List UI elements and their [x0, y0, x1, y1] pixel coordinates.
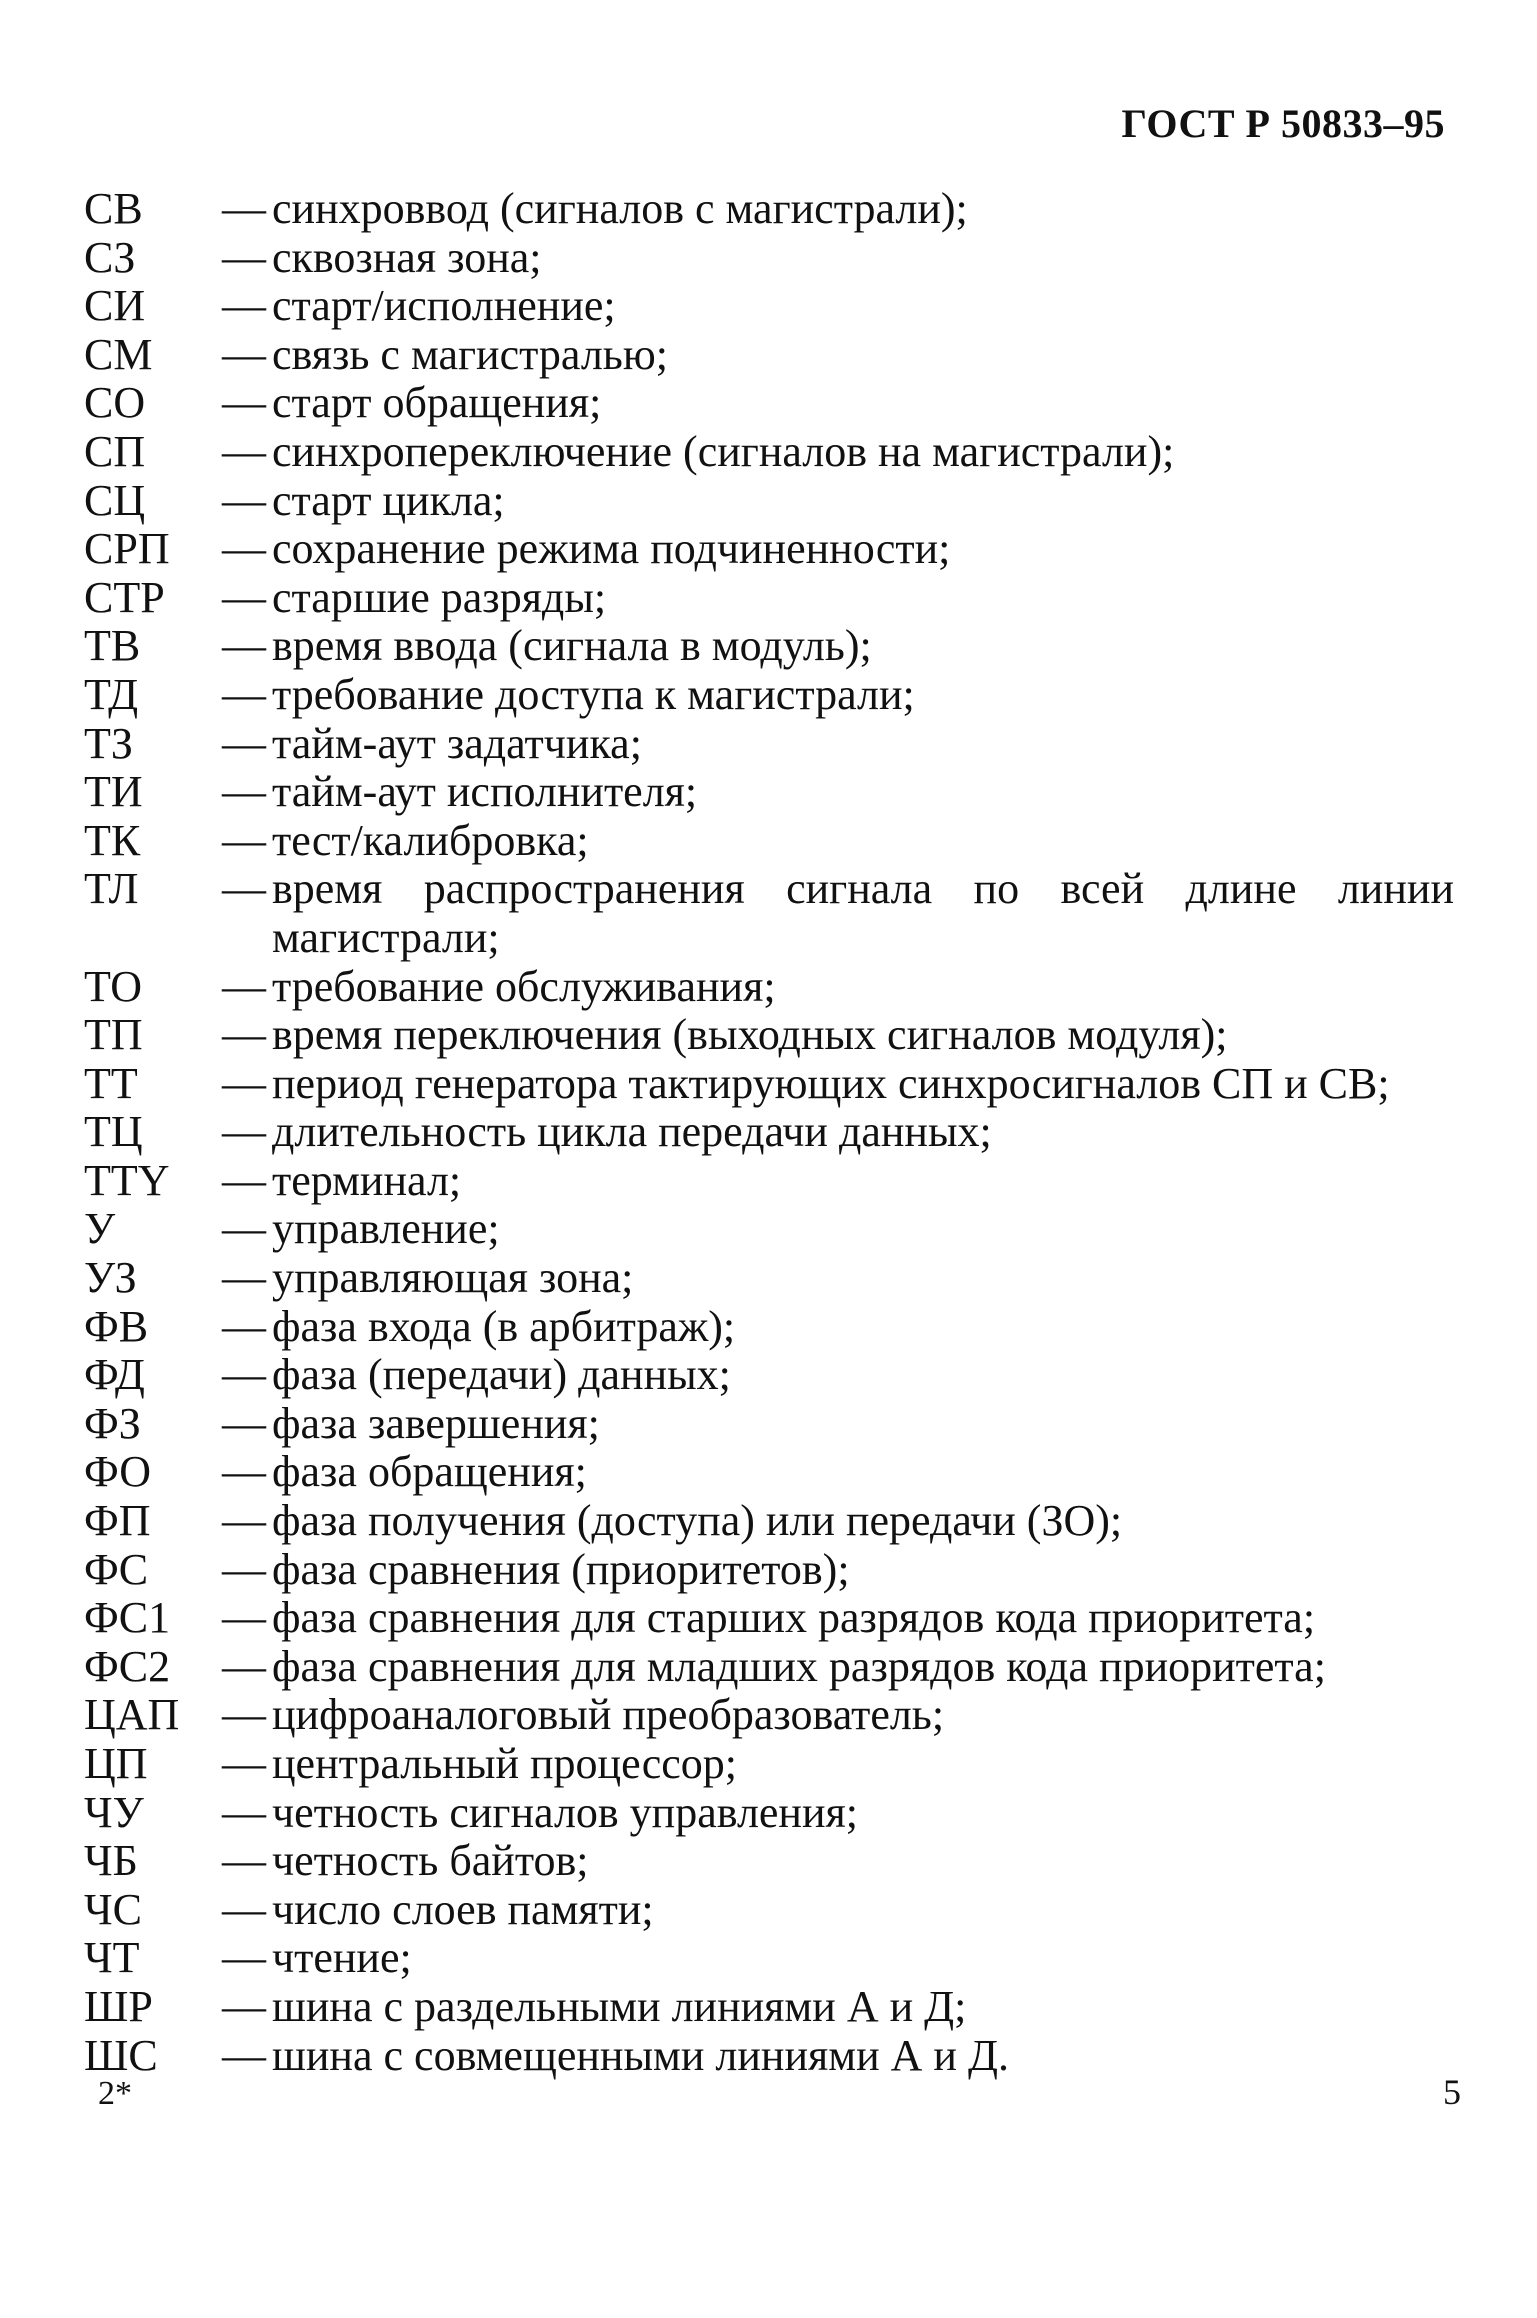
- abbreviation-definition: требование обслуживания;: [272, 961, 776, 1011]
- abbreviation-dash: —: [222, 1447, 266, 1497]
- abbreviation-dash: —: [222, 378, 266, 428]
- abbreviation-term: ЦП: [84, 1739, 148, 1788]
- abbreviation-row: [84, 2032, 1454, 2081]
- abbreviation-term: ФС1: [84, 1593, 171, 1643]
- abbreviation-row: [84, 1060, 1454, 1109]
- abbreviation-definition: шина с раздельными линиями А и Д;: [272, 1981, 967, 2031]
- abbreviation-row: [84, 1351, 1454, 1400]
- abbreviation-term: СМ: [84, 329, 153, 379]
- abbreviation-term: ТД: [84, 669, 139, 719]
- abbreviation-row: [84, 622, 1454, 671]
- abbreviation-term: ФС2: [84, 1641, 171, 1691]
- abbreviation-term: ЧС: [84, 1884, 142, 1934]
- abbreviation-dash: —: [222, 1981, 266, 2031]
- abbreviation-definition: тайм-аут исполнителя;: [272, 767, 698, 817]
- abbreviation-row: [84, 720, 1454, 769]
- abbreviation-dash: —: [222, 864, 266, 914]
- abbreviation-term: ТК: [84, 815, 141, 865]
- abbreviation-dash: —: [222, 1350, 266, 1400]
- abbreviation-term: ЧБ: [84, 1836, 138, 1886]
- abbreviation-term: ТП: [84, 1010, 143, 1060]
- abbreviation-dash: —: [222, 281, 266, 331]
- abbreviation-row: [84, 1983, 1454, 2032]
- abbreviation-definition: старт/исполнение;: [272, 281, 616, 331]
- abbreviation-term: ФО: [84, 1447, 152, 1497]
- abbreviation-term: ТТ: [84, 1058, 138, 1108]
- abbreviation-term: СТР: [84, 572, 165, 622]
- abbreviation-dash: —: [222, 767, 266, 817]
- abbreviation-term: УЗ: [84, 1253, 137, 1303]
- abbreviation-row: [84, 1157, 1454, 1206]
- abbreviation-definition: тайм-аут задатчика;: [272, 718, 642, 768]
- abbreviation-dash: —: [222, 426, 266, 476]
- abbreviation-row: [84, 817, 1454, 866]
- abbreviation-term: ТИ: [84, 767, 143, 817]
- abbreviation-dash: —: [222, 1690, 266, 1740]
- abbreviation-row: [84, 768, 1454, 817]
- abbreviation-list: [84, 185, 1454, 2080]
- abbreviation-definition: фаза сравнения для младших разрядов кода приоритета;: [272, 1641, 1326, 1691]
- abbreviation-row: [84, 1691, 1454, 1740]
- abbreviation-dash: —: [222, 961, 266, 1011]
- abbreviation-row: [84, 1789, 1454, 1838]
- abbreviation-term: ТЛ: [84, 864, 139, 914]
- abbreviation-term: СЗ: [84, 232, 136, 282]
- abbreviation-row: [84, 1886, 1454, 1935]
- abbreviation-dash: —: [222, 1010, 266, 1060]
- abbreviation-definition: связь с магистралью;: [272, 329, 668, 379]
- abbreviation-dash: —: [222, 2030, 266, 2080]
- abbreviation-definition: четность сигналов управления;: [272, 1787, 858, 1837]
- abbreviation-row: [84, 428, 1454, 477]
- abbreviation-definition: сохранение режима подчиненности;: [272, 524, 951, 574]
- abbreviation-row: [84, 379, 1454, 428]
- abbreviation-definition: цифроаналоговый преобразователь;: [272, 1690, 945, 1740]
- abbreviation-dash: —: [222, 1933, 266, 1983]
- abbreviation-definition: сквозная зона;: [272, 232, 542, 282]
- abbreviation-row: [84, 1011, 1454, 1060]
- abbreviation-dash: —: [222, 475, 266, 525]
- abbreviation-dash: —: [222, 1836, 266, 1886]
- abbreviation-term: СЦ: [84, 475, 146, 525]
- abbreviation-definition: синхропереключение (сигналов на магистрали);: [272, 426, 1175, 476]
- abbreviation-definition: управляющая зона;: [272, 1253, 634, 1303]
- abbreviation-term: ШС: [84, 2030, 158, 2080]
- abbreviation-term: ФС: [84, 1544, 149, 1594]
- abbreviation-definition: число слоев памяти;: [272, 1884, 654, 1934]
- abbreviation-row: [84, 1400, 1454, 1449]
- abbreviation-dash: —: [222, 1544, 266, 1594]
- abbreviation-dash: —: [222, 1739, 266, 1788]
- abbreviation-term: ТЗ: [84, 718, 133, 768]
- abbreviation-term: ШР: [84, 1981, 153, 2031]
- abbreviation-definition: четность байтов;: [272, 1836, 589, 1886]
- abbreviation-term: ТВ: [84, 621, 141, 671]
- abbreviation-term: СИ: [84, 281, 146, 331]
- abbreviation-term: TTY: [84, 1155, 170, 1205]
- abbreviation-definition: период генератора тактирующих синхросигналов СП и СВ;: [272, 1058, 1390, 1108]
- abbreviation-row: [84, 1108, 1454, 1157]
- abbreviation-dash: —: [222, 524, 266, 574]
- abbreviation-term: СП: [84, 426, 146, 476]
- page-number: 5: [1443, 2072, 1461, 2112]
- abbreviation-row: [84, 1643, 1454, 1692]
- abbreviation-definition: синхроввод (сигналов с магистрали);: [272, 184, 968, 233]
- abbreviation-dash: —: [222, 669, 266, 719]
- abbreviation-definition: чтение;: [272, 1933, 412, 1983]
- abbreviation-dash: —: [222, 1301, 266, 1351]
- abbreviation-definition: фаза сравнения для старших разрядов кода приоритета;: [272, 1593, 1316, 1643]
- abbreviation-term: ТЦ: [84, 1107, 143, 1157]
- abbreviation-definition: фаза завершения;: [272, 1398, 600, 1448]
- abbreviation-row: [84, 282, 1454, 331]
- abbreviation-dash: —: [222, 329, 266, 379]
- sheet-signature: 2*: [98, 2075, 132, 2112]
- abbreviation-row: [84, 331, 1454, 380]
- abbreviation-dash: —: [222, 1155, 266, 1205]
- abbreviation-definition: шина с совмещенными линиями А и Д.: [272, 2030, 1009, 2080]
- abbreviation-dash: —: [222, 1253, 266, 1303]
- abbreviation-dash: —: [222, 1787, 266, 1837]
- abbreviation-definition: требование доступа к магистрали;: [272, 669, 915, 719]
- abbreviation-dash: —: [222, 1593, 266, 1643]
- abbreviation-term: СВ: [84, 184, 143, 233]
- abbreviation-row: [84, 574, 1454, 623]
- abbreviation-row: [84, 477, 1454, 526]
- abbreviation-dash: —: [222, 718, 266, 768]
- abbreviation-definition: длительность цикла передачи данных;: [272, 1107, 992, 1157]
- abbreviation-definition: фаза обращения;: [272, 1447, 587, 1497]
- abbreviation-term: ЦАП: [84, 1690, 180, 1740]
- abbreviation-term: ФД: [84, 1350, 145, 1400]
- abbreviation-definition: фаза сравнения (приоритетов);: [272, 1544, 850, 1594]
- abbreviation-dash: —: [222, 184, 266, 233]
- abbreviation-term: СРП: [84, 524, 170, 574]
- abbreviation-definition: время переключения (выходных сигналов модуля);: [272, 1010, 1228, 1060]
- abbreviation-row: [84, 1594, 1454, 1643]
- abbreviation-definition: фаза получения (доступа) или передачи (ЗО);: [272, 1496, 1123, 1546]
- abbreviation-row: [84, 963, 1454, 1012]
- abbreviation-row: [84, 525, 1454, 574]
- abbreviation-term: ТО: [84, 961, 143, 1011]
- abbreviation-row: [84, 671, 1454, 720]
- abbreviation-definition: время ввода (сигнала в модуль);: [272, 621, 872, 671]
- page-header: [1121, 100, 1445, 147]
- abbreviation-definition: центральный процессор;: [272, 1739, 737, 1788]
- abbreviation-dash: —: [222, 1641, 266, 1691]
- abbreviation-row: [84, 1837, 1454, 1886]
- abbreviation-term: ЧТ: [84, 1933, 140, 1983]
- abbreviation-dash: —: [222, 1058, 266, 1108]
- abbreviation-dash: —: [222, 1496, 266, 1546]
- abbreviation-dash: —: [222, 1204, 266, 1254]
- abbreviation-definition: тест/калибровка;: [272, 815, 589, 865]
- abbreviation-definition: фаза (передачи) данных;: [272, 1350, 731, 1400]
- abbreviation-term: ЧУ: [84, 1787, 144, 1837]
- abbreviation-row: [84, 1934, 1454, 1983]
- abbreviation-definition: терминал;: [272, 1155, 462, 1205]
- abbreviation-term: СО: [84, 378, 146, 428]
- abbreviation-definition: старт обращения;: [272, 378, 602, 428]
- abbreviation-definition: старшие разряды;: [272, 572, 607, 622]
- abbreviation-dash: —: [222, 815, 266, 865]
- abbreviation-row: [84, 1497, 1454, 1546]
- abbreviation-definition: фаза входа (в арбитраж);: [272, 1301, 736, 1351]
- abbreviation-dash: —: [222, 1884, 266, 1934]
- abbreviation-term: ФП: [84, 1496, 151, 1546]
- abbreviation-row: [84, 1448, 1454, 1497]
- abbreviation-row: [84, 1205, 1454, 1254]
- abbreviation-dash: —: [222, 1107, 266, 1157]
- standard-designation: ГОСТ Р 50833–95: [1121, 101, 1445, 146]
- abbreviation-dash: —: [222, 232, 266, 282]
- abbreviation-row: [84, 865, 1454, 962]
- abbreviation-term: ФВ: [84, 1301, 149, 1351]
- abbreviation-definition: управление;: [272, 1204, 500, 1254]
- abbreviation-dash: —: [222, 621, 266, 671]
- abbreviation-definition: старт цикла;: [272, 475, 505, 525]
- abbreviation-dash: —: [222, 1398, 266, 1448]
- abbreviation-term: У: [84, 1204, 116, 1254]
- abbreviation-definition: время распространения сигнала по всей длине линии магистрали;: [272, 864, 1454, 962]
- abbreviation-row: [84, 234, 1454, 283]
- abbreviation-row: [84, 1254, 1454, 1303]
- abbreviation-row: [84, 185, 1454, 234]
- abbreviation-row: [84, 1303, 1454, 1352]
- abbreviation-dash: —: [222, 572, 266, 622]
- abbreviation-term: ФЗ: [84, 1398, 141, 1448]
- abbreviation-row: [84, 1740, 1454, 1789]
- abbreviation-row: [84, 1546, 1454, 1595]
